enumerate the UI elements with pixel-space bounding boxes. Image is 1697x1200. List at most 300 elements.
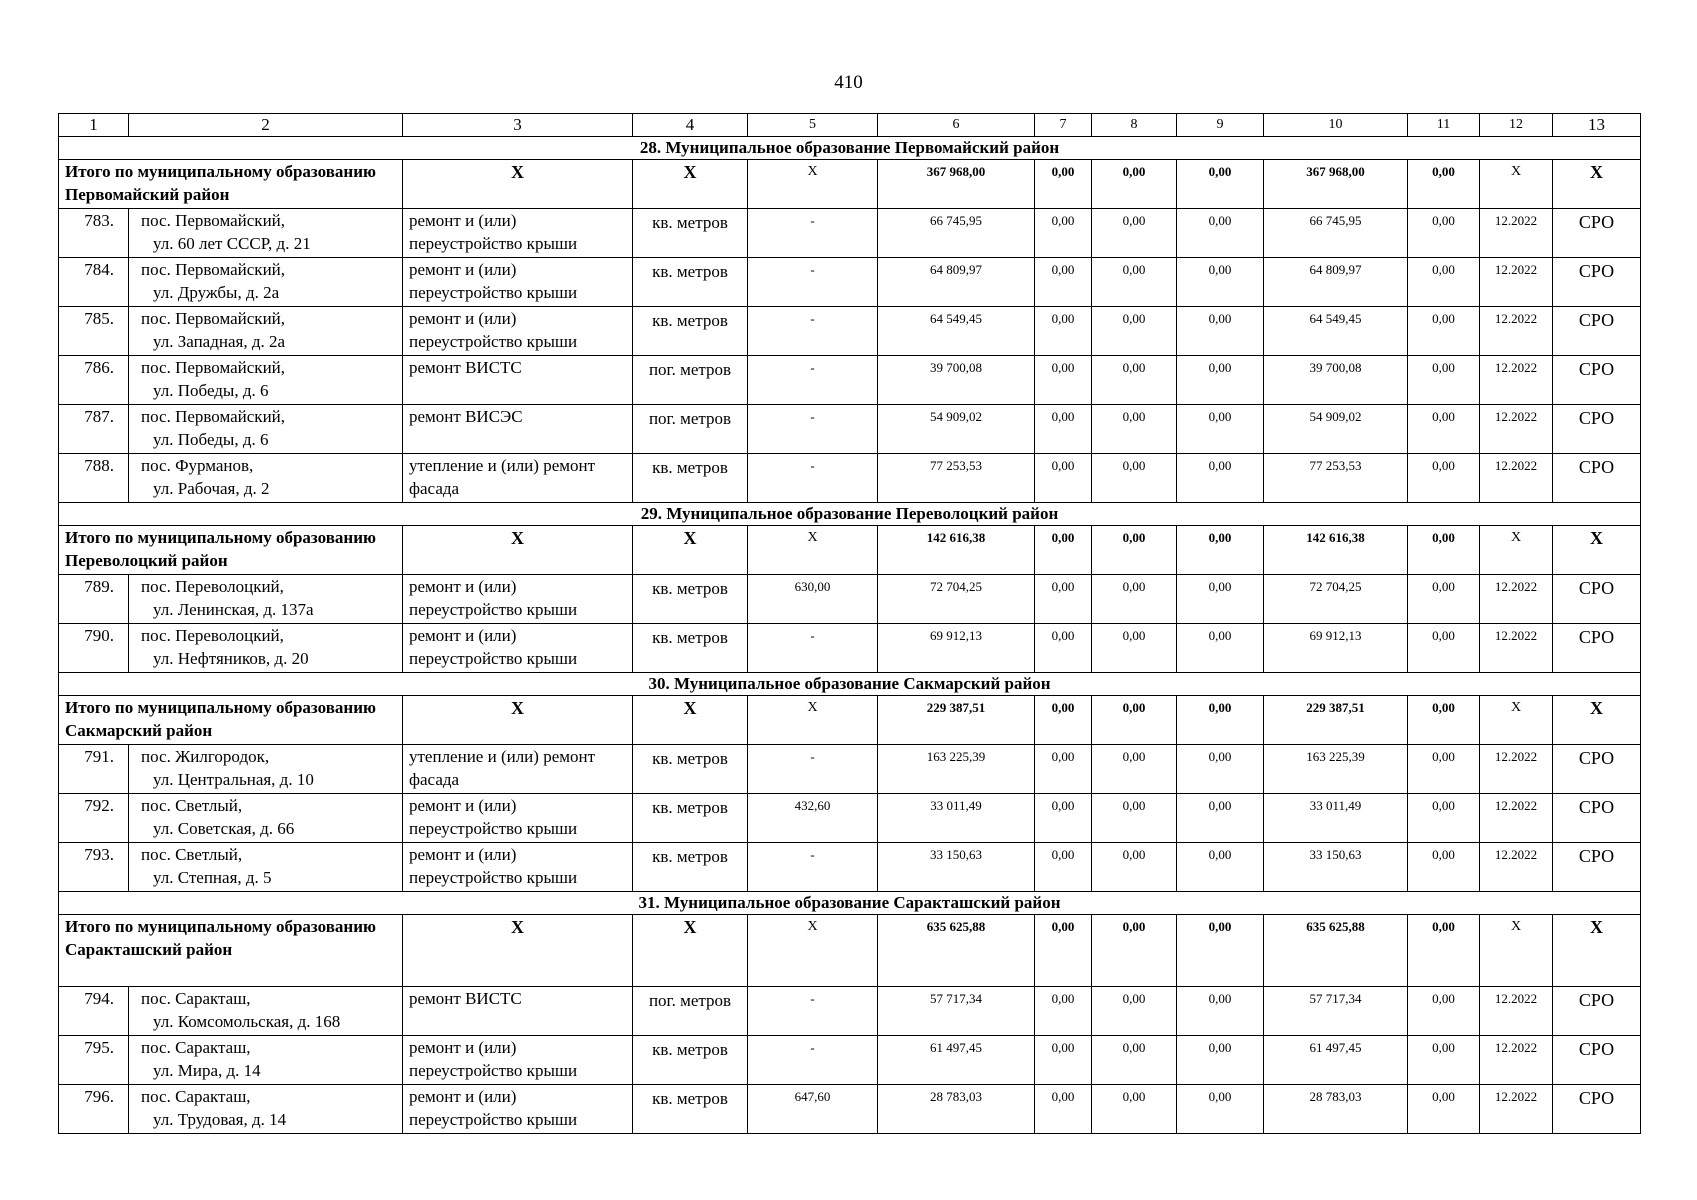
unit-of-measure: кв. метров: [633, 454, 748, 503]
total-col-11: 0,00: [1408, 915, 1480, 987]
row-number: 788.: [59, 454, 129, 503]
unit-of-measure: кв. метров: [633, 624, 748, 673]
col-7: 0,00: [1035, 843, 1092, 892]
work-type: ремонт и (или) переустройство крыши: [403, 624, 633, 673]
total-col-10: 635 625,88: [1264, 915, 1408, 987]
address-cell: [129, 987, 403, 1036]
total-col-12: Х: [1480, 526, 1553, 575]
col-8: 0,00: [1092, 209, 1177, 258]
col-7: 0,00: [1035, 209, 1092, 258]
funding-source: СРО: [1553, 405, 1641, 454]
cost: 57 717,34: [878, 987, 1035, 1036]
completion-date: 12.2022: [1480, 745, 1553, 794]
completion-date: 12.2022: [1480, 209, 1553, 258]
volume: -: [748, 405, 878, 454]
funding-source: СРО: [1553, 843, 1641, 892]
col-8: 0,00: [1092, 745, 1177, 794]
total-col-3: Х: [403, 915, 633, 987]
col-7: 0,00: [1035, 356, 1092, 405]
address-settlement: пос. Первомайский,: [141, 358, 286, 377]
work-type: утепление и (или) ремонт фасада: [403, 454, 633, 503]
total-col-9: 0,00: [1177, 696, 1264, 745]
completion-date: 12.2022: [1480, 575, 1553, 624]
row-number: 796.: [59, 1085, 129, 1134]
address-street: ул. Победы, д. 6: [153, 381, 269, 400]
column-number: 9: [1177, 114, 1264, 137]
column-number: 11: [1408, 114, 1480, 137]
unit-of-measure: кв. метров: [633, 575, 748, 624]
col-9: 0,00: [1177, 258, 1264, 307]
cost: 54 909,02: [878, 405, 1035, 454]
completion-date: 12.2022: [1480, 1036, 1553, 1085]
col-11: 0,00: [1408, 794, 1480, 843]
address-cell: [129, 307, 403, 356]
column-number: 10: [1264, 114, 1408, 137]
address-cell: [129, 843, 403, 892]
col-11: 0,00: [1408, 258, 1480, 307]
total-cost: 367 968,00: [878, 160, 1035, 209]
row-number: 791.: [59, 745, 129, 794]
total-col-12: Х: [1480, 160, 1553, 209]
completion-date: 12.2022: [1480, 987, 1553, 1036]
cost: 33 011,49: [878, 794, 1035, 843]
cost: 28 783,03: [878, 1085, 1035, 1134]
address-settlement: пос. Переволоцкий,: [141, 577, 284, 596]
col-9: 0,00: [1177, 1036, 1264, 1085]
address-cell: [129, 405, 403, 454]
work-type: утепление и (или) ремонт фасада: [403, 745, 633, 794]
section-total-row: [59, 160, 1641, 209]
funding-source: СРО: [1553, 307, 1641, 356]
total-col-13: Х: [1553, 160, 1641, 209]
address-street: ул. Трудовая, д. 14: [153, 1110, 287, 1129]
column-number: 13: [1553, 114, 1641, 137]
col-10: 163 225,39: [1264, 745, 1408, 794]
table-row: [59, 454, 1641, 503]
address-street: ул. Ленинская, д. 137а: [153, 600, 314, 619]
table-row: [59, 258, 1641, 307]
total-col-11: 0,00: [1408, 526, 1480, 575]
row-number: 793.: [59, 843, 129, 892]
total-col-11: 0,00: [1408, 160, 1480, 209]
total-col-3: Х: [403, 526, 633, 575]
column-number: 7: [1035, 114, 1092, 137]
column-number-row: [59, 114, 1641, 137]
unit-of-measure: пог. метров: [633, 405, 748, 454]
address-street: ул. Советская, д. 66: [153, 819, 295, 838]
completion-date: 12.2022: [1480, 307, 1553, 356]
section-total-row: [59, 526, 1641, 575]
funding-source: СРО: [1553, 794, 1641, 843]
col-10: 57 717,34: [1264, 987, 1408, 1036]
total-cost: 635 625,88: [878, 915, 1035, 987]
work-type: ремонт и (или) переустройство крыши: [403, 209, 633, 258]
col-11: 0,00: [1408, 987, 1480, 1036]
work-type: ремонт и (или) переустройство крыши: [403, 1036, 633, 1085]
total-col-13: Х: [1553, 696, 1641, 745]
column-number: 4: [633, 114, 748, 137]
total-col-12: Х: [1480, 915, 1553, 987]
col-8: 0,00: [1092, 454, 1177, 503]
address-settlement: пос. Светлый,: [141, 845, 243, 864]
address-street: ул. Рабочая, д. 2: [153, 479, 270, 498]
section-title: 31. Муниципальное образование Саракташский район: [59, 892, 1641, 915]
work-type: ремонт ВИСТС: [403, 987, 633, 1036]
total-col-10: 367 968,00: [1264, 160, 1408, 209]
total-col-5: Х: [748, 915, 878, 987]
row-number: 784.: [59, 258, 129, 307]
completion-date: 12.2022: [1480, 794, 1553, 843]
section-title: 30. Муниципальное образование Сакмарский район: [59, 673, 1641, 696]
completion-date: 12.2022: [1480, 405, 1553, 454]
col-10: 33 150,63: [1264, 843, 1408, 892]
col-8: 0,00: [1092, 575, 1177, 624]
total-col-9: 0,00: [1177, 526, 1264, 575]
unit-of-measure: пог. метров: [633, 356, 748, 405]
col-10: 39 700,08: [1264, 356, 1408, 405]
unit-of-measure: кв. метров: [633, 1036, 748, 1085]
address-settlement: пос. Первомайский,: [141, 260, 286, 279]
volume: -: [748, 1036, 878, 1085]
completion-date: 12.2022: [1480, 1085, 1553, 1134]
column-number: 12: [1480, 114, 1553, 137]
total-col-7: 0,00: [1035, 696, 1092, 745]
address-cell: [129, 1036, 403, 1085]
column-number: 6: [878, 114, 1035, 137]
col-9: 0,00: [1177, 575, 1264, 624]
col-11: 0,00: [1408, 356, 1480, 405]
funding-source: СРО: [1553, 624, 1641, 673]
table-row: [59, 307, 1641, 356]
address-settlement: пос. Первомайский,: [141, 407, 286, 426]
table-row: [59, 987, 1641, 1036]
total-col-13: Х: [1553, 915, 1641, 987]
col-7: 0,00: [1035, 575, 1092, 624]
total-col-7: 0,00: [1035, 526, 1092, 575]
funding-source: СРО: [1553, 575, 1641, 624]
total-col-9: 0,00: [1177, 160, 1264, 209]
address-cell: [129, 624, 403, 673]
row-number: 795.: [59, 1036, 129, 1085]
section-heading-row: [59, 892, 1641, 915]
work-type: ремонт и (или) переустройство крыши: [403, 307, 633, 356]
col-11: 0,00: [1408, 405, 1480, 454]
col-10: 69 912,13: [1264, 624, 1408, 673]
total-col-7: 0,00: [1035, 160, 1092, 209]
unit-of-measure: кв. метров: [633, 745, 748, 794]
total-col-4: Х: [633, 526, 748, 575]
section-total-row: [59, 915, 1641, 987]
col-9: 0,00: [1177, 307, 1264, 356]
unit-of-measure: кв. метров: [633, 1085, 748, 1134]
funding-source: СРО: [1553, 1085, 1641, 1134]
col-8: 0,00: [1092, 1036, 1177, 1085]
total-cost: 229 387,51: [878, 696, 1035, 745]
cost: 64 809,97: [878, 258, 1035, 307]
col-8: 0,00: [1092, 405, 1177, 454]
total-col-4: Х: [633, 160, 748, 209]
col-11: 0,00: [1408, 1085, 1480, 1134]
table-row: [59, 794, 1641, 843]
section-heading-row: [59, 137, 1641, 160]
funding-source: СРО: [1553, 356, 1641, 405]
capital-repair-table: [58, 113, 1641, 1134]
unit-of-measure: кв. метров: [633, 307, 748, 356]
total-col-12: Х: [1480, 696, 1553, 745]
col-8: 0,00: [1092, 843, 1177, 892]
table-row: [59, 1036, 1641, 1085]
volume: 630,00: [748, 575, 878, 624]
address-settlement: пос. Жилгородок,: [141, 747, 270, 766]
col-8: 0,00: [1092, 1085, 1177, 1134]
address-settlement: пос. Саракташ,: [141, 1087, 251, 1106]
total-col-4: Х: [633, 915, 748, 987]
col-7: 0,00: [1035, 258, 1092, 307]
col-7: 0,00: [1035, 624, 1092, 673]
volume: -: [748, 987, 878, 1036]
volume: 432,60: [748, 794, 878, 843]
col-11: 0,00: [1408, 209, 1480, 258]
address-street: ул. Мира, д. 14: [153, 1061, 261, 1080]
cost: 163 225,39: [878, 745, 1035, 794]
col-10: 64 549,45: [1264, 307, 1408, 356]
address-settlement: пос. Светлый,: [141, 796, 243, 815]
funding-source: СРО: [1553, 209, 1641, 258]
col-10: 66 745,95: [1264, 209, 1408, 258]
column-number: 5: [748, 114, 878, 137]
row-number: 792.: [59, 794, 129, 843]
total-col-9: 0,00: [1177, 915, 1264, 987]
total-col-10: 142 616,38: [1264, 526, 1408, 575]
col-7: 0,00: [1035, 454, 1092, 503]
address-street: ул. Победы, д. 6: [153, 430, 269, 449]
section-heading-row: [59, 673, 1641, 696]
col-11: 0,00: [1408, 307, 1480, 356]
work-type: ремонт и (или) переустройство крыши: [403, 843, 633, 892]
total-col-8: 0,00: [1092, 696, 1177, 745]
address-settlement: пос. Саракташ,: [141, 989, 251, 1008]
address-settlement: пос. Фурманов,: [141, 456, 254, 475]
col-9: 0,00: [1177, 454, 1264, 503]
col-7: 0,00: [1035, 1085, 1092, 1134]
col-8: 0,00: [1092, 356, 1177, 405]
cost: 72 704,25: [878, 575, 1035, 624]
col-8: 0,00: [1092, 258, 1177, 307]
volume: -: [748, 307, 878, 356]
total-col-5: Х: [748, 526, 878, 575]
address-cell: [129, 209, 403, 258]
cost: 33 150,63: [878, 843, 1035, 892]
work-type: ремонт и (или) переустройство крыши: [403, 575, 633, 624]
col-7: 0,00: [1035, 794, 1092, 843]
col-11: 0,00: [1408, 1036, 1480, 1085]
col-7: 0,00: [1035, 745, 1092, 794]
completion-date: 12.2022: [1480, 356, 1553, 405]
address-cell: [129, 258, 403, 307]
cost: 64 549,45: [878, 307, 1035, 356]
total-col-8: 0,00: [1092, 915, 1177, 987]
table-row: [59, 356, 1641, 405]
address-settlement: пос. Первомайский,: [141, 211, 286, 230]
total-cost: 142 616,38: [878, 526, 1035, 575]
address-street: ул. Западная, д. 2а: [153, 332, 286, 351]
unit-of-measure: кв. метров: [633, 843, 748, 892]
table-body: [59, 114, 1641, 1134]
total-label: Итого по муниципальному образованию Сакмарский район: [59, 696, 403, 745]
col-9: 0,00: [1177, 356, 1264, 405]
col-11: 0,00: [1408, 575, 1480, 624]
funding-source: СРО: [1553, 987, 1641, 1036]
address-settlement: пос. Переволоцкий,: [141, 626, 284, 645]
volume: -: [748, 258, 878, 307]
col-9: 0,00: [1177, 794, 1264, 843]
section-title: 29. Муниципальное образование Переволоцкий район: [59, 503, 1641, 526]
col-9: 0,00: [1177, 987, 1264, 1036]
volume: -: [748, 843, 878, 892]
total-label: Итого по муниципальному образованию Саракташский район: [59, 915, 403, 987]
total-col-11: 0,00: [1408, 696, 1480, 745]
address-cell: [129, 454, 403, 503]
completion-date: 12.2022: [1480, 624, 1553, 673]
address-street: ул. Дружбы, д. 2а: [153, 283, 280, 302]
table-row: [59, 745, 1641, 794]
column-number: 2: [129, 114, 403, 137]
completion-date: 12.2022: [1480, 258, 1553, 307]
funding-source: СРО: [1553, 454, 1641, 503]
col-9: 0,00: [1177, 745, 1264, 794]
col-10: 77 253,53: [1264, 454, 1408, 503]
table-row: [59, 624, 1641, 673]
volume: -: [748, 624, 878, 673]
table-row: [59, 843, 1641, 892]
total-col-7: 0,00: [1035, 915, 1092, 987]
col-11: 0,00: [1408, 624, 1480, 673]
col-7: 0,00: [1035, 405, 1092, 454]
address-cell: [129, 745, 403, 794]
row-number: 790.: [59, 624, 129, 673]
table-row: [59, 575, 1641, 624]
work-type: ремонт и (или) переустройство крыши: [403, 1085, 633, 1134]
unit-of-measure: кв. метров: [633, 258, 748, 307]
section-title: 28. Муниципальное образование Первомайский район: [59, 137, 1641, 160]
unit-of-measure: кв. метров: [633, 794, 748, 843]
col-7: 0,00: [1035, 987, 1092, 1036]
cost: 69 912,13: [878, 624, 1035, 673]
work-type: ремонт ВИСТС: [403, 356, 633, 405]
row-number: 794.: [59, 987, 129, 1036]
address-street: ул. Степная, д. 5: [153, 868, 272, 887]
total-col-10: 229 387,51: [1264, 696, 1408, 745]
funding-source: СРО: [1553, 1036, 1641, 1085]
address-street: ул. Комсомольская, д. 168: [153, 1012, 341, 1031]
col-11: 0,00: [1408, 745, 1480, 794]
col-10: 61 497,45: [1264, 1036, 1408, 1085]
volume: -: [748, 745, 878, 794]
col-10: 54 909,02: [1264, 405, 1408, 454]
row-number: 783.: [59, 209, 129, 258]
volume: -: [748, 356, 878, 405]
unit-of-measure: пог. метров: [633, 987, 748, 1036]
total-col-3: Х: [403, 696, 633, 745]
cost: 61 497,45: [878, 1036, 1035, 1085]
row-number: 786.: [59, 356, 129, 405]
total-col-8: 0,00: [1092, 526, 1177, 575]
address-settlement: пос. Саракташ,: [141, 1038, 251, 1057]
col-11: 0,00: [1408, 843, 1480, 892]
total-col-8: 0,00: [1092, 160, 1177, 209]
col-11: 0,00: [1408, 454, 1480, 503]
col-10: 33 011,49: [1264, 794, 1408, 843]
row-number: 787.: [59, 405, 129, 454]
section-total-row: [59, 696, 1641, 745]
total-col-5: Х: [748, 160, 878, 209]
page-number: 410: [834, 72, 863, 93]
address-cell: [129, 1085, 403, 1134]
cost: 39 700,08: [878, 356, 1035, 405]
section-heading-row: [59, 503, 1641, 526]
col-9: 0,00: [1177, 209, 1264, 258]
work-type: ремонт ВИСЭС: [403, 405, 633, 454]
total-label: Итого по муниципальному образованию Первомайский район: [59, 160, 403, 209]
volume: -: [748, 454, 878, 503]
table-row: [59, 405, 1641, 454]
col-10: 28 783,03: [1264, 1085, 1408, 1134]
funding-source: СРО: [1553, 745, 1641, 794]
col-9: 0,00: [1177, 624, 1264, 673]
cost: 77 253,53: [878, 454, 1035, 503]
col-9: 0,00: [1177, 843, 1264, 892]
completion-date: 12.2022: [1480, 454, 1553, 503]
address-cell: [129, 794, 403, 843]
cost: 66 745,95: [878, 209, 1035, 258]
row-number: 785.: [59, 307, 129, 356]
total-col-4: Х: [633, 696, 748, 745]
funding-source: СРО: [1553, 258, 1641, 307]
col-8: 0,00: [1092, 624, 1177, 673]
col-9: 0,00: [1177, 405, 1264, 454]
total-col-3: Х: [403, 160, 633, 209]
col-7: 0,00: [1035, 307, 1092, 356]
col-7: 0,00: [1035, 1036, 1092, 1085]
work-type: ремонт и (или) переустройство крыши: [403, 258, 633, 307]
address-street: ул. Нефтяников, д. 20: [153, 649, 309, 668]
work-type: ремонт и (или) переустройство крыши: [403, 794, 633, 843]
completion-date: 12.2022: [1480, 843, 1553, 892]
col-8: 0,00: [1092, 987, 1177, 1036]
total-label: Итого по муниципальному образованию Переволоцкий район: [59, 526, 403, 575]
unit-of-measure: кв. метров: [633, 209, 748, 258]
column-number: 1: [59, 114, 129, 137]
column-number: 3: [403, 114, 633, 137]
volume: -: [748, 209, 878, 258]
volume: 647,60: [748, 1085, 878, 1134]
total-col-13: Х: [1553, 526, 1641, 575]
address-street: ул. Центральная, д. 10: [153, 770, 314, 789]
column-number: 8: [1092, 114, 1177, 137]
table-row: [59, 1085, 1641, 1134]
col-10: 64 809,97: [1264, 258, 1408, 307]
col-8: 0,00: [1092, 307, 1177, 356]
row-number: 789.: [59, 575, 129, 624]
table-row: [59, 209, 1641, 258]
col-9: 0,00: [1177, 1085, 1264, 1134]
total-col-5: Х: [748, 696, 878, 745]
col-10: 72 704,25: [1264, 575, 1408, 624]
address-cell: [129, 356, 403, 405]
address-street: ул. 60 лет СССР, д. 21: [153, 234, 311, 253]
col-8: 0,00: [1092, 794, 1177, 843]
address-settlement: пос. Первомайский,: [141, 309, 286, 328]
